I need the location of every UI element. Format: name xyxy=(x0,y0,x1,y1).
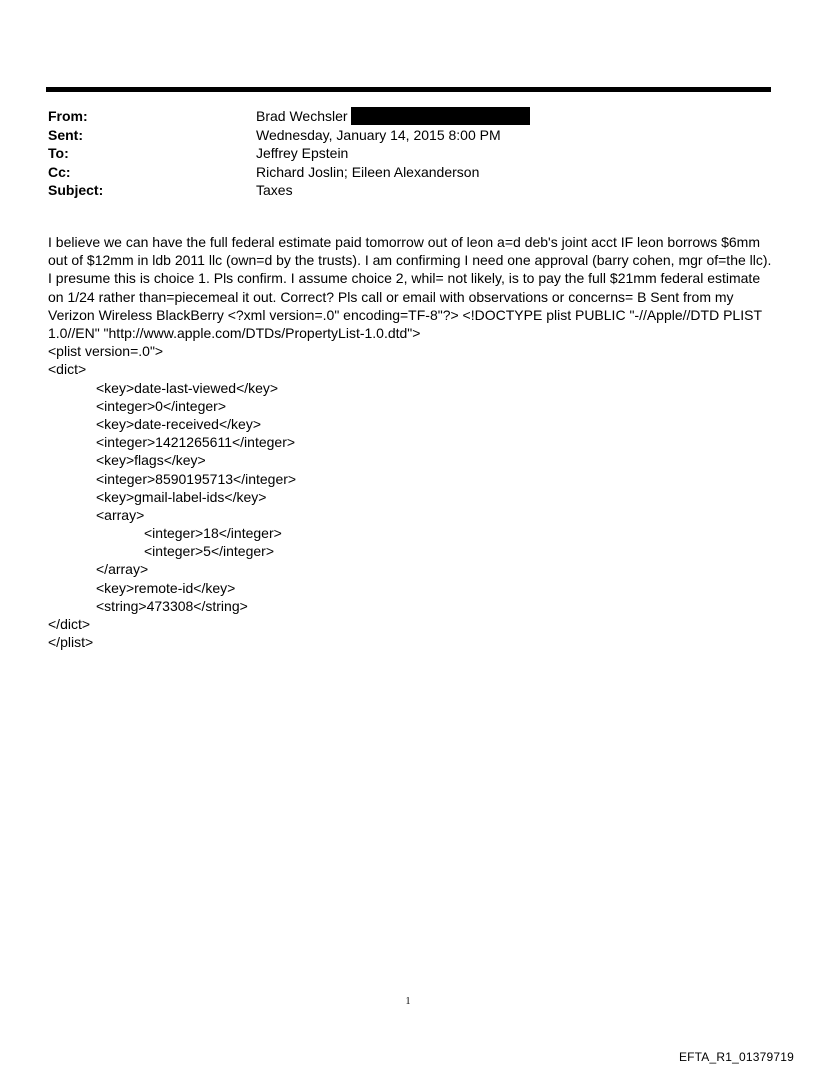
redaction-box xyxy=(351,107,530,125)
plist-line: <key>remote-id</key> xyxy=(96,579,236,596)
header-divider xyxy=(46,87,771,92)
to-row xyxy=(48,144,748,163)
from-label: From: xyxy=(48,108,88,124)
plist-line: <key>date-received</key> xyxy=(96,415,261,432)
cc-value: Richard Joslin; Eileen Alexanderson xyxy=(256,163,480,180)
plist-line: <integer>18</integer> xyxy=(144,525,282,542)
cc-row xyxy=(48,163,748,182)
sent-value: Wednesday, January 14, 2015 8:00 PM xyxy=(256,126,501,143)
plist-line: <integer>5</integer> xyxy=(144,543,274,560)
to-label: To: xyxy=(48,145,69,161)
subject-row xyxy=(48,181,748,200)
email-header xyxy=(48,107,748,200)
page-number: 1 xyxy=(405,996,411,1007)
cc-label: Cc: xyxy=(48,163,71,180)
plist-line: </array> xyxy=(96,561,149,578)
plist-line: <plist version=.0"> xyxy=(48,343,164,360)
sent-row xyxy=(48,126,748,145)
plist-line: <key>date-last-viewed</key> xyxy=(96,379,279,396)
plist-line: <integer>0</integer> xyxy=(96,397,226,414)
from-value xyxy=(256,107,530,126)
from-row xyxy=(48,107,748,126)
plist-line: <key>gmail-label-ids</key> xyxy=(96,488,267,505)
plist-line: </plist> xyxy=(48,634,94,651)
plist-line: <key>flags</key> xyxy=(96,452,206,469)
plist-line: <integer>8590195713</integer> xyxy=(96,470,297,487)
to-value: Jeffrey Epstein xyxy=(256,145,349,161)
sender-name: Brad Wechsler xyxy=(256,108,348,124)
body-paragraph: I believe we can have the full federal estimate paid tomorrow out of leon a=d deb's joint acct IF leon borrows $6mm out of $12mm in ldb 2011 llc (own=d by the trusts). I am confirming I need one approval (barry cohen, mgr of=the llc). I presume this is choice 1. Pls confirm. I assume choice 2, whil= not likely, is to pay the full $21mm federal estimate on 1/24 rather than=piecemeal it out. Correct? Pls call or email with observations or concerns= B Sent from my Verizon Wireless BlackBerry <?xml version=.0" encoding=TF-8"?> <!DOCTYPE plist PUBLIC "-//Apple//DTD PLIST 1.0//EN" "http://www.apple.com/DTDs/PropertyList-1.0.dtd"> xyxy=(48,234,772,342)
plist-line: </dict> xyxy=(48,616,91,633)
plist-line: <array> xyxy=(96,506,145,523)
plist-line: <string>473308</string> xyxy=(96,597,248,614)
subject-value: Taxes xyxy=(256,182,293,198)
plist-line: <integer>1421265611</integer> xyxy=(96,434,296,451)
sent-label: Sent: xyxy=(48,126,83,143)
email-body xyxy=(48,233,778,651)
plist-line: <dict> xyxy=(48,361,87,378)
subject-label: Subject: xyxy=(48,182,104,198)
document-id: EFTA_R1_01379719 xyxy=(678,1050,794,1064)
